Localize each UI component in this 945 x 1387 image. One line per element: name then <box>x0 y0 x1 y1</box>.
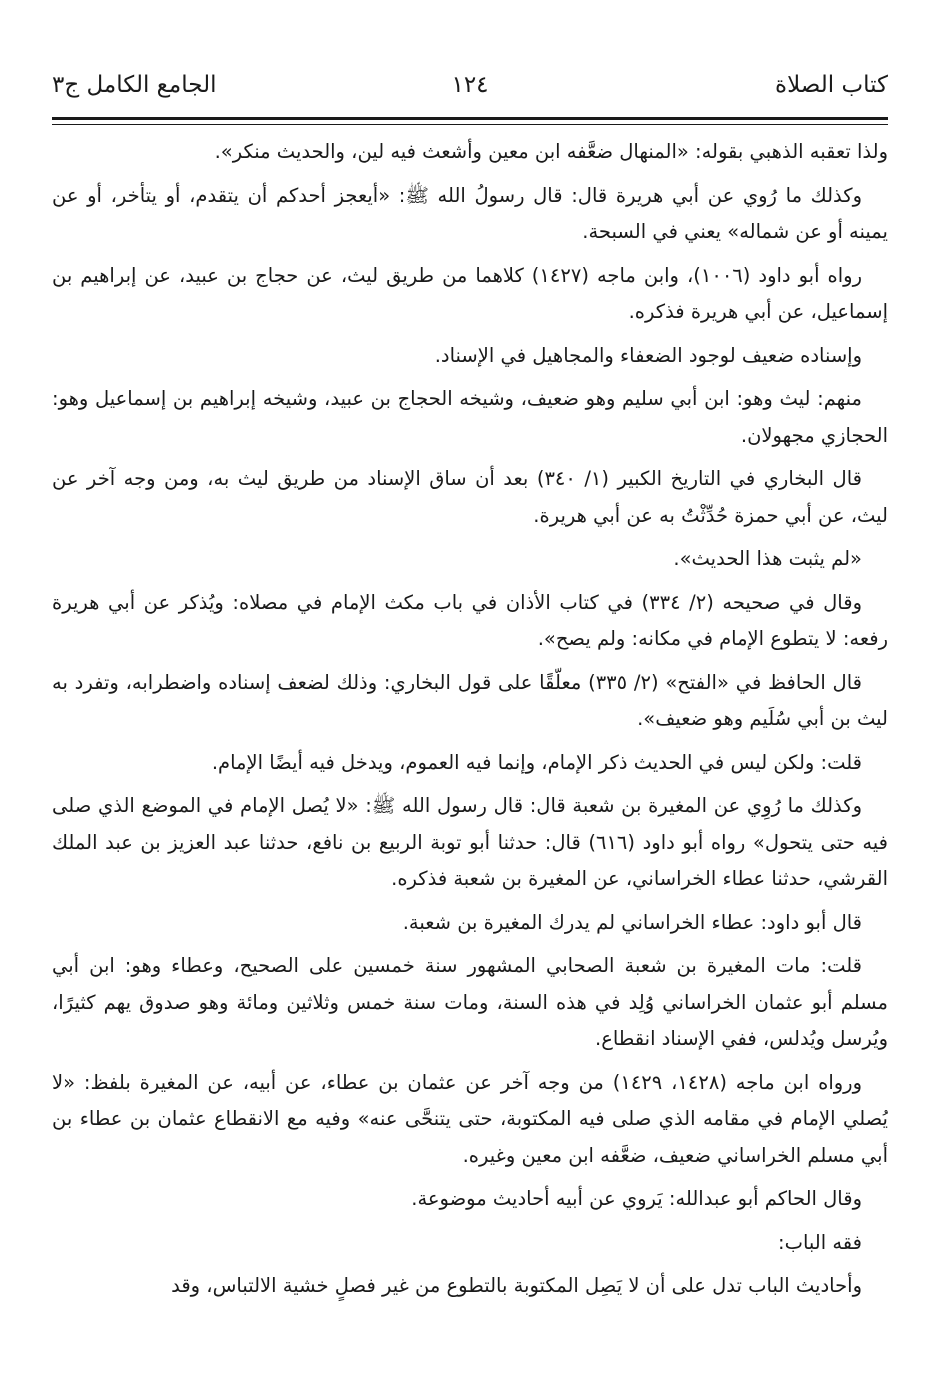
paragraph: وكذلك ما رُوِي عن المغيرة بن شعبة قال: قال رسول الله ﷺ: «لا يُصل الإمام في الموضع الذي صلى فيه حتى يتحول» رواه أبو داود (٦١٦) قال: حدثنا أبو توبة الربيع بن نافع، حدثنا عبد العزيز بن عبد الملك القرشي، حدثنا عطاء الخراساني، عن المغيرة بن شعبة فذكره. <box>52 794 888 890</box>
paragraph: وكذلك ما رُوي عن أبي هريرة قال: قال رسولُ الله ﷺ: «أيعجز أحدكم أن يتقدم، أو يتأخر، أو عن يمينه أو عن شماله» يعني في السبحة. <box>52 183 888 243</box>
series-title: الجامع الكامل ج٣ <box>52 72 217 98</box>
paragraph: ورواه ابن ماجه (١٤٢٨، ١٤٢٩) من وجه آخر عن عثمان بن عطاء، عن أبيه، عن المغيرة بلفظ: «لا يُصلي الإمام في مقامه الذي صلى فيه المكتوبة، حتى يتنحَّى عنه» وفيه مع الانقطاع عثمان بن عطاء بن أبي مسلم الخراساني ضعيف، ضعَّفه ابن معين وغيره. <box>52 1070 888 1167</box>
paragraph: قال الحافظ في «الفتح» (٢/ ٣٣٥) معلّقًا على قول البخاري: وذلك لضعف إسناده واضطرابه، وتفرد به ليث بن أبي سُلَيم وهو ضعيف». <box>52 670 888 730</box>
paragraph: منهم: ليث وهو: ابن أبي سليم وهو ضعيف، وشيخه الحجاج بن عبيد، وشيخه إبراهيم بن إسماعيل وهو: الحجازي مجهولان. <box>52 387 888 447</box>
paragraph: قلت: ولكن ليس في الحديث ذكر الإمام، وإنما فيه العموم، ويدخل فيه أيضًا الإمام. <box>211 750 862 774</box>
paragraph: قلت: مات المغيرة بن شعبة الصحابي المشهور سنة خمسين على الصحيح، وعطاء وهو: ابن أبي مسلم أبو عثمان الخراساني وُلِد في هذه السنة، ومات سنة خمس وثلاثين ومائة وهو صدوق يهم كثيرًا، ويُرسل ويُدلس، ففي الإسناد انقطاع. <box>52 954 888 1050</box>
running-header <box>52 72 888 112</box>
paragraph: ولذا تعقبه الذهبي بقوله: «المنهال ضعَّفه ابن معين وأشعث فيه لين، والحديث منكر». <box>214 140 888 163</box>
quote-paragraph: «لم يثبت هذا الحديث». <box>673 547 862 570</box>
paragraph: وقال في صحيحه (٢/ ٣٣٤) في كتاب الأذان في باب مكث الإمام في مصلاه: ويُذكر عن أبي هريرة رفعه: لا يتطوع الإمام في مكانه: ولم يصح». <box>52 590 888 650</box>
section-heading: فقه الباب: <box>778 1230 862 1254</box>
paragraph: وأحاديث الباب تدل على أن لا يَصِل المكتوبة بالتطوع من غير فصلٍ خشية الالتباس، وقد <box>171 1274 862 1297</box>
paragraph: قال أبو داود: عطاء الخراساني لم يدرك المغيرة بن شعبة. <box>402 910 862 934</box>
page-number: ١٢٤ <box>451 72 489 98</box>
header-rule-thick <box>52 117 888 120</box>
main-text <box>52 134 888 1374</box>
paragraph: رواه أبو داود (١٠٠٦)، وابن ماجه (١٤٢٧) كلاهما من طريق ليث، عن حجاج بن عبيد، عن إبراهيم بن إسماعيل، عن أبي هريرة فذكره. <box>52 263 888 323</box>
paragraph: وقال الحاكم أبو عبدالله: يَروي عن أبيه أحاديث موضوعة. <box>411 1187 862 1210</box>
paragraph: قال البخاري في التاريخ الكبير (١/ ٣٤٠) بعد أن ساق الإسناد من طريق ليث به، ومن وجه آخر عن ليث، عن أبي حمزة حُدِّثْتُ به عن أبي هريرة. <box>52 467 888 527</box>
book-title: كتاب الصلاة <box>775 72 888 98</box>
header-rule-thin <box>52 124 888 125</box>
paragraph: وإسناده ضعيف لوجود الضعفاء والمجاهيل في الإسناد. <box>434 343 862 367</box>
